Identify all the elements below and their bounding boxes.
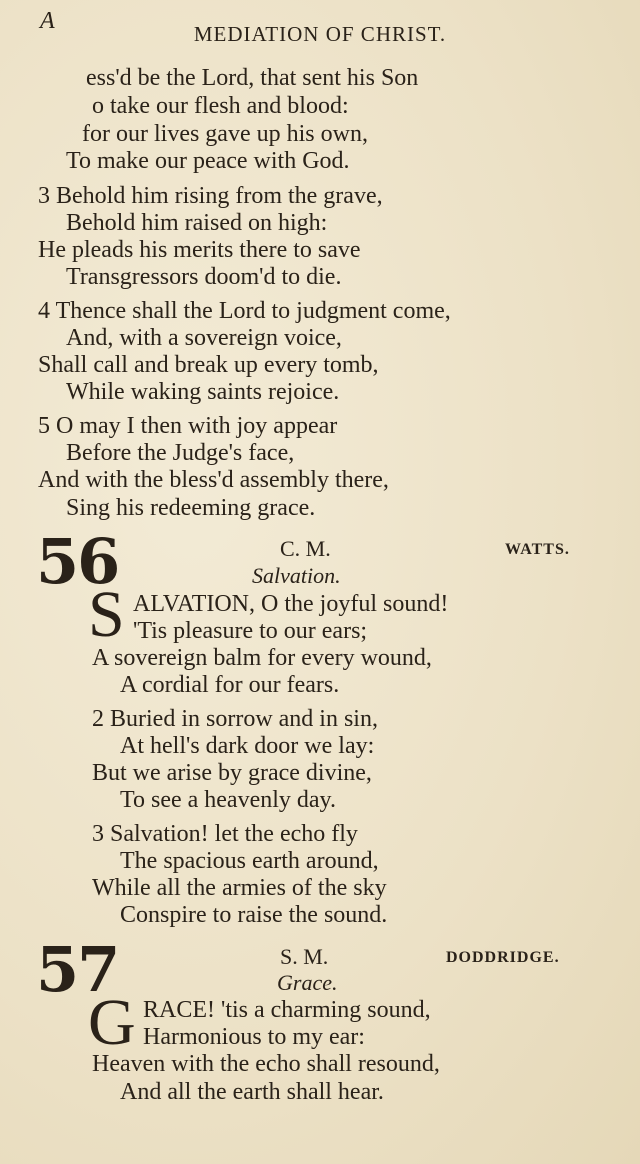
verse-line: 2 Buried in sorrow and in sin, <box>92 706 378 732</box>
verse-line: He pleads his merits there to save <box>38 237 361 263</box>
verse-line: And with the bless'd assembly there, <box>38 467 389 493</box>
verse-line: Conspire to raise the sound. <box>120 902 388 928</box>
hymn-author: WATTS. <box>505 541 570 558</box>
verse-line: for our lives gave up his own, <box>82 121 368 147</box>
verse-line: Sing his redeeming grace. <box>66 495 316 521</box>
verse-line: ALVATION, O the joyful sound! <box>133 591 449 617</box>
verse-line: Behold him raised on high: <box>66 210 328 236</box>
verse-line: While waking saints rejoice. <box>66 379 340 405</box>
verse-line: And all the earth shall hear. <box>120 1079 384 1105</box>
verse-line: The spacious earth around, <box>120 848 379 874</box>
drop-cap: S <box>88 578 125 651</box>
verse-line: Shall call and break up every tomb, <box>38 352 379 378</box>
verse-line: At hell's dark door we lay: <box>120 733 375 759</box>
hymn-meter: S. M. <box>280 944 329 969</box>
verse-line: 3 Salvation! let the echo fly <box>92 821 358 847</box>
verse-line: 3 Behold him rising from the grave, <box>38 183 383 209</box>
verse-line: 'Tis pleasure to our ears; <box>133 618 368 644</box>
drop-cap: G <box>88 986 136 1059</box>
verse-line: Harmonious to my ear: <box>143 1024 365 1050</box>
verse-line: RACE! 'tis a charming sound, <box>143 997 431 1023</box>
verse-line: While all the armies of the sky <box>92 875 387 901</box>
verse-line: 4 Thence shall the Lord to judgment come, <box>38 298 451 324</box>
hymn-author: DODDRIDGE. <box>446 949 560 966</box>
verse-line: Heaven with the echo shall resound, <box>92 1051 440 1077</box>
verse-line: Transgressors doom'd to die. <box>66 264 342 290</box>
hymn-number: 56 <box>36 525 119 598</box>
hymn-title: Salvation. <box>252 563 341 588</box>
verse-line: To see a heavenly day. <box>120 787 336 813</box>
hymn-number: 57 <box>36 933 119 1006</box>
verse-line: A cordial for our fears. <box>120 672 340 698</box>
running-head: MEDIATION OF CHRIST. <box>193 22 447 46</box>
hymn-meter: C. M. <box>280 536 331 561</box>
hymn-title: Grace. <box>277 970 338 995</box>
verse-line: But we arise by grace divine, <box>92 760 372 786</box>
verse-line: And, with a sovereign voice, <box>66 325 342 351</box>
verse-line: A sovereign balm for every wound, <box>92 645 432 671</box>
page-mark: A <box>40 8 55 34</box>
verse-line: ess'd be the Lord, that sent his Son <box>86 65 419 91</box>
verse-line: To make our peace with God. <box>66 148 350 174</box>
verse-line: Before the Judge's face, <box>66 440 295 466</box>
verse-line: o take our flesh and blood: <box>92 93 349 119</box>
verse-line: 5 O may I then with joy appear <box>38 413 338 439</box>
